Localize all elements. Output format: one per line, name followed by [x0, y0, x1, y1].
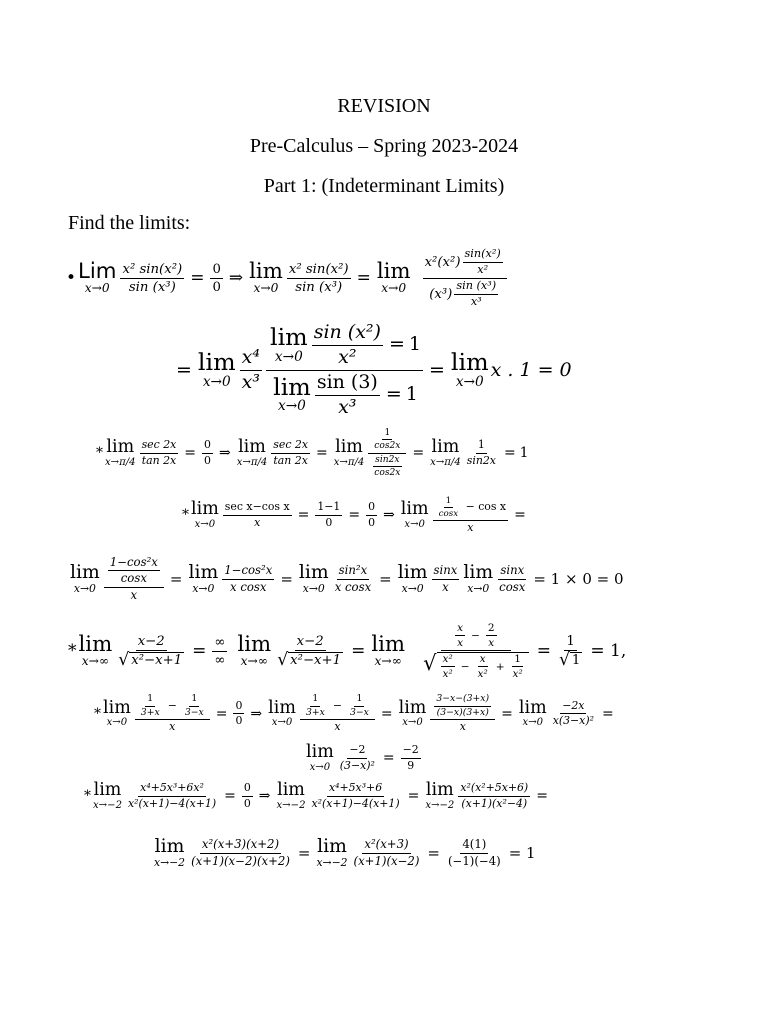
problem-5-line-1: * lim x→0 1 3+x − $\frac{1}{3-x}$ x = $\frac{0}{0}$ ⇒ lim x→0 1 3+x − $\frac{1}{3-x}$ x = lim x→0 3−x−(3+x) (3−x)(3+x) x = lim x→0 $\frac{-2x}{\text{x(3−x)²}}$ =: [94, 693, 614, 734]
limit-operator: lim x→0: [400, 499, 429, 530]
fraction: $\frac{\text{x⁴+5x³+6}}{\text{x²(x+1)−4(x+1)}}$: [311, 781, 400, 810]
fraction: $\frac{0}{0}$: [204, 438, 211, 467]
limit-operator: lim x→0: [376, 259, 411, 296]
limit-operator: lim x→0: [397, 561, 428, 595]
limit-operator: lim x→0: [518, 697, 547, 729]
limit-operator: lim x→0: [398, 697, 427, 729]
limit-operator: lim x→−2: [276, 780, 306, 811]
limit-operator: lim x→−2: [425, 780, 455, 811]
fraction: 1 3+x − $\frac{1}{3-x}$ x: [300, 694, 375, 734]
fraction: $\frac{\text{x²(x+3)}}{(x+1)(x-2)}$: [353, 837, 420, 868]
fraction: 1 √ 1: [558, 633, 581, 670]
fraction: sec x−cos x x: [224, 500, 290, 529]
problem-1-line-1: • Lim x→0 $\frac{\text{x² sin(x²)}}{\text{sin (x³)}}$ = $\frac{0}{0}$ ⇒ lim x→0 $\frac{\text{x² sin(x²)}}{\text{sin (x³)}}$ = lim x→0 x²(x²) sin(x²) x² (x³) sin (x³) x³: [66, 248, 509, 309]
limit-operator: lim x→0: [103, 697, 131, 729]
fraction: $\frac{0}{0}$: [212, 261, 221, 295]
problem-6-line-1: * lim x→−2 $\frac{\text{x⁴+5x³+6x²}}{\text{x²(x+1)−4(x+1)}}$ = $\frac{0}{0}$ ⇒ lim x→−2 $\frac{\text{x⁴+5x³+6}}{\text{x²(x+1)−4(x+1)}}$ = lim x→−2 $\frac{\text{x²(x²+5x+6)}}{\text{(x+1)(x²−4)}}$ =: [84, 780, 548, 811]
problem-5-line-2: lim x→0 $\frac{-2}{\text{(3−x)²}}$ = $\frac{-2}{9}$: [306, 742, 419, 773]
fraction: 1 cosx − cos x x: [433, 496, 509, 535]
limit-operator: lim x→−2: [93, 780, 122, 811]
limit-operator: lim x→∞: [371, 631, 406, 669]
limit-operator: lim x→∞: [237, 631, 272, 669]
problem-3-line-1: * lim x→0 sec x−cos x x = $\frac{1-1}{0}$ = $\frac{0}{0}$ ⇒ lim x→0 1 cosx − cos x x =: [182, 496, 526, 535]
problem-1-line-2: = lim x→0 x⁴ x³ lim x→0 $\frac{\text{sin (x²)}}{\text{x²}}$ = 1 lim x→0 $\frac{\sin (3)}{\text{x³}}$ = 1 = lim x→0 x . 1 = 0: [176, 321, 572, 418]
limit-operator: lim x→0: [298, 561, 329, 595]
fraction: 1 cos2x sin2x cos2x: [368, 428, 406, 479]
fraction: x²(x²) sin(x²) x² (x³) sin (x³) x³: [423, 248, 507, 309]
fraction: x−2 √ x²−x+1: [118, 633, 183, 670]
fraction: $\frac{\text{x² sin(x²)}}{\text{sin (x³)}}$: [288, 261, 349, 295]
fraction: $\frac{0}{0}$: [368, 500, 376, 529]
document-subtitle: Pre-Calculus – Spring 2023-2024: [249, 135, 519, 157]
fraction: $\frac{-2}{9}$: [402, 743, 419, 772]
fraction: $\frac{1}{\sin 2x}$: [466, 438, 496, 467]
problem-4: * lim x→∞ x−2 √ x²−x+1 = ∞ ∞ lim x→∞ x−2 √ x²−x+1 = lim x→∞ x x − $\frac{2}{x}$ √ x² x² − $\frac{x}{\text{x²}}$ + $\frac{1}{\text{x²}}$ = 1 √ 1 = 1,: [68, 622, 627, 681]
fraction: $\frac{\text{x²(x²+5x+6)}}{\text{(x+1)(x²−4)}}$: [460, 781, 529, 810]
fraction: x⁴ x³: [241, 345, 260, 393]
limit-operator: lim x→0: [70, 561, 100, 595]
limit-operator: lim x→0: [249, 259, 283, 296]
problem-6-line-2: lim x→−2 $\frac{\text{x²(x+3)(x+2)}}{(x+1)(x-2)(x+2)}$ = lim x→−2 $\frac{\text{x²(x+3)}}{(x+1)(x-2)}$ = $\frac{4(1)}{(-1)(-4)}$ = 1: [154, 836, 536, 869]
fraction: $\frac{1-1}{0}$: [317, 500, 341, 529]
limit-operator: lim x→0: [306, 742, 334, 773]
fraction: x−2 √ x²−x+1: [277, 633, 342, 670]
limit-operator: lim x→0: [188, 561, 219, 595]
bullet: •: [66, 268, 77, 289]
limit-operator: lim x→∞: [78, 631, 113, 669]
fraction: $\frac{\text{sin²x}}{\text{x cosx}}$: [334, 563, 372, 594]
limit-operator: lim x→0: [197, 347, 236, 390]
fraction: 1 3+x − $\frac{1}{3-x}$ x: [135, 694, 210, 734]
limit-operator: Lim x→0: [78, 259, 117, 296]
limit-operator: lim x→0: [450, 347, 489, 390]
limit-operator: lim x→−2: [316, 836, 348, 869]
problem-2: * lim x→π/4 sec 2x tan 2x = $\frac{0}{0}$ ⇒ lim x→π/4 sec 2x tan 2x = lim x→π/4 1 cos2x sin2x cos2x = lim x→π/4 $\frac{1}{\sin 2x}$ = 1: [96, 428, 529, 479]
fraction: $\frac{\text{x² sin(x²)}}{\text{sin (x³)}}$: [122, 261, 183, 295]
limit-operator: lim x→0: [191, 499, 219, 530]
fraction: $\frac{\text{x²(x+3)(x+2)}}{(x+1)(x-2)(x+2)}$: [191, 837, 290, 868]
fraction: ∞ ∞: [214, 634, 226, 668]
fraction: $\frac{\sin x}{\cos x}$: [499, 563, 526, 594]
fraction: $\frac{-2}{\text{(3−x)²}}$: [339, 743, 375, 772]
fraction: sinx x: [433, 563, 458, 594]
limit-operator: lim x→−2: [154, 836, 186, 869]
fraction: 3−x−(3+x) (3−x)(3+x) x: [430, 694, 495, 734]
fraction: $\frac{-2x}{\text{x(3−x)²}}$: [552, 698, 594, 728]
fraction: sec 2x tan 2x: [141, 438, 177, 467]
limit-operator: lim x→π/4: [430, 437, 461, 468]
fraction: $\frac{\text{1−cos²x}}{\text{x cosx}}$: [224, 563, 273, 594]
fraction: $\frac{\text{x⁴+5x³+6x²}}{\text{x²(x+1)−4(x+1)}}$: [128, 781, 217, 810]
fraction: $\frac{4(1)}{(-1)(-4)}$: [448, 837, 501, 868]
document-title: REVISION: [337, 95, 431, 117]
fraction: x x − $\frac{2}{x}$ √ x² x² − $\frac{x}{\text{x²}}$ + $\frac{1}{\text{x²}}$: [421, 622, 531, 681]
limit-operator: lim x→0: [268, 697, 296, 729]
fraction: $\frac{0}{0}$: [243, 781, 251, 810]
limit-operator: lim x→π/4: [333, 437, 365, 468]
limit-operator: lim x→π/4: [236, 437, 268, 468]
problem-3-line-2: lim x→0 1−cos²x cosx x = lim x→0 $\frac{\text{1−cos²x}}{\text{x cosx}}$ = lim x→0 $\frac{\text{sin²x}}{\text{x cosx}}$ = lim x→0 sinx x lim x→0 $\frac{\sin x}{\cos x}$ = 1 × 0 = 0: [70, 555, 624, 602]
fraction: sec 2x tan 2x: [273, 438, 308, 467]
part-heading: Part 1: (Indeterminant Limits): [263, 175, 505, 197]
limit-operator: lim x→π/4: [105, 437, 136, 468]
fraction: $\frac{0}{0}$: [235, 698, 243, 728]
instruction-text: Find the limits:: [68, 212, 191, 234]
fraction: lim x→0 $\frac{\text{sin (x²)}}{\text{x²}}$ = 1 lim x→0 $\frac{\sin (3)}{\text{x³}}$ = 1: [266, 322, 423, 418]
fraction: 1−cos²x cosx x: [104, 556, 164, 602]
limit-operator: lim x→0: [463, 561, 494, 595]
